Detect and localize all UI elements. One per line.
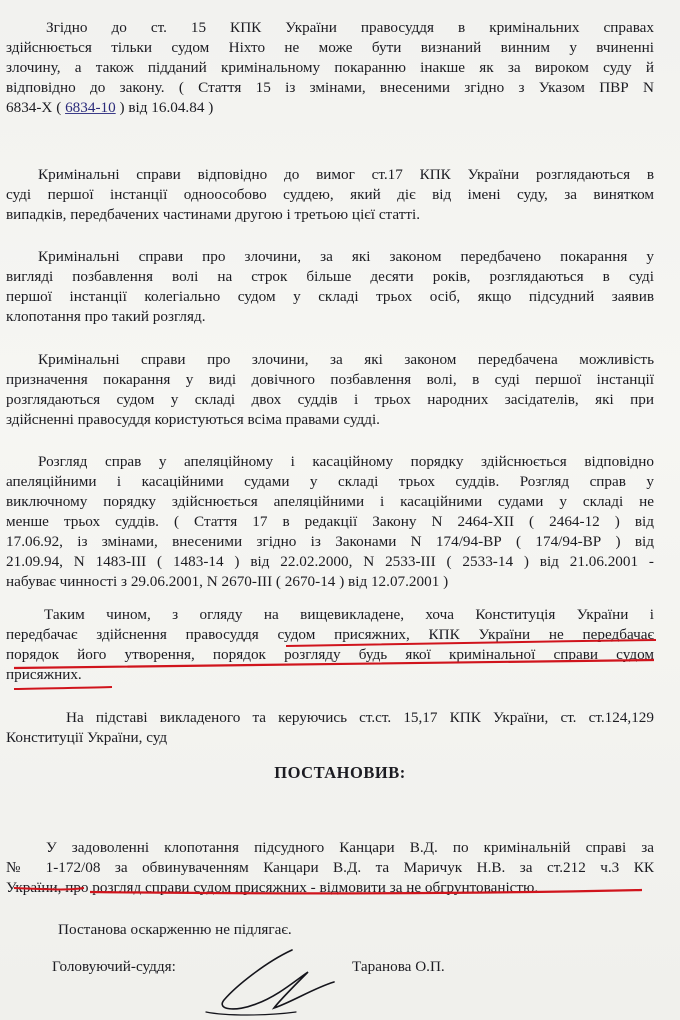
text-line: виключному порядку здійснюється апеляційними і касаційними судами у складі не <box>6 493 654 510</box>
text-line: набуває чинності з 29.06.2001, N 2670-III ( 2670-14 ) від 12.07.2001 ) <box>6 573 449 590</box>
judge-name: Таранова О.П. <box>352 958 445 975</box>
text-line: відповідно до закону. ( Стаття 15 із змінами, внесеними згідно з Указом ПВР N <box>6 79 654 96</box>
text-line: На підставі викладеного та керуючись ст.ст. 15,17 КПК України, ст. ст.124,129 <box>66 709 654 726</box>
text-line: злочину, а також підданий кримінальному покаранню інакше як за вироком суду й <box>6 59 654 76</box>
text-line: суді першої інстанції одноособово суддею, який діє від імені суду, за винятком <box>6 186 654 203</box>
text-line: України, про розгляд справи судом присяжних - відмовити за не обгрунтованістю. <box>6 879 539 896</box>
text-line: 21.09.94, N 1483-III ( 1483-14 ) від 22.02.2000, N 2533-III ( 2533-14 ) від 21.06.2001 - <box>6 553 654 570</box>
text-line: присяжних. <box>6 666 82 683</box>
text-line: менше трьох суддів. ( Стаття 17 в редакції Закону N 2464-XII ( 2464-12 ) від <box>6 513 654 530</box>
text-line: Розгляд справ у апеляційному і касаційному порядку здійснюється відповідно <box>38 453 654 470</box>
text-line: першої інстанції колегіально судом у складі трьох осіб, якщо підсудний заявив <box>6 288 654 305</box>
text-line: передбачає здійснення правосуддя судом присяжних, КПК України не передбачає <box>6 626 654 643</box>
text-line: У задоволенні клопотання підсудного Канцари В.Д. по кримінальній справі за <box>46 839 654 856</box>
text-line: Кримінальні справи про злочини, за які законом передбачено покарання у <box>38 248 654 265</box>
text-line: вигляді позбавлення волі на строк більше десяти років, розглядаються в суді <box>6 268 654 285</box>
text-line: Постанова оскарженню не підлягає. <box>58 921 292 938</box>
text-line: розглядаються судом у складі двох суддів і трьох народних засідателів, які при <box>6 391 654 408</box>
decision-heading: ПОСТАНОВИВ: <box>274 763 406 782</box>
text-line: здійсненні правосуддя користуються всіма правами судді. <box>6 411 380 428</box>
law-reference-link[interactable]: 6834-10 <box>65 99 116 116</box>
text-line: Таким чином, з огляду на вищевикладене, хоча Конституція України і <box>44 606 654 623</box>
text-line: 17.06.92, із змінами, внесеними згідно із Законами N 174/94-ВР ( 174/94-ВР ) від <box>6 533 654 550</box>
text-line: здійснюється тільки судом Ніхто не може бути визнаний винним у вчиненні <box>6 39 654 56</box>
text-line: порядок його утворення, порядок розгляду будь якої кримінальної справи судом <box>6 646 654 663</box>
text-line: Згідно до ст. 15 КПК України правосуддя в кримінальних справах <box>46 19 654 36</box>
text-line: 6834-X ( 6834-10 ) від 16.04.84 ) <box>6 99 214 116</box>
text-line: апеляційними і касаційними судами у складі трьох суддів. Розгляд справ у <box>6 473 654 490</box>
text-line: клопотання про такий розгляд. <box>6 308 206 325</box>
text-line: № 1-172/08 за обвинуваченням Канцари В.Д. та Маричук Н.В. за ст.212 ч.3 КК <box>6 859 654 876</box>
text-line: Кримінальні справи відповідно до вимог ст.17 КПК України розглядаються в <box>38 166 654 183</box>
text-line: призначення покарання у виді довічного позбавлення волі, в суді першої інстанції <box>6 371 654 388</box>
text-line: Кримінальні справи про злочини, за які законом передбачена можливість <box>38 351 654 368</box>
text-line: Конституції України, суд <box>6 729 168 746</box>
presiding-judge-label: Головуючий-суддя: <box>52 958 176 975</box>
text-line: випадків, передбачених частинами другою і третьою цієї статті. <box>6 206 421 223</box>
